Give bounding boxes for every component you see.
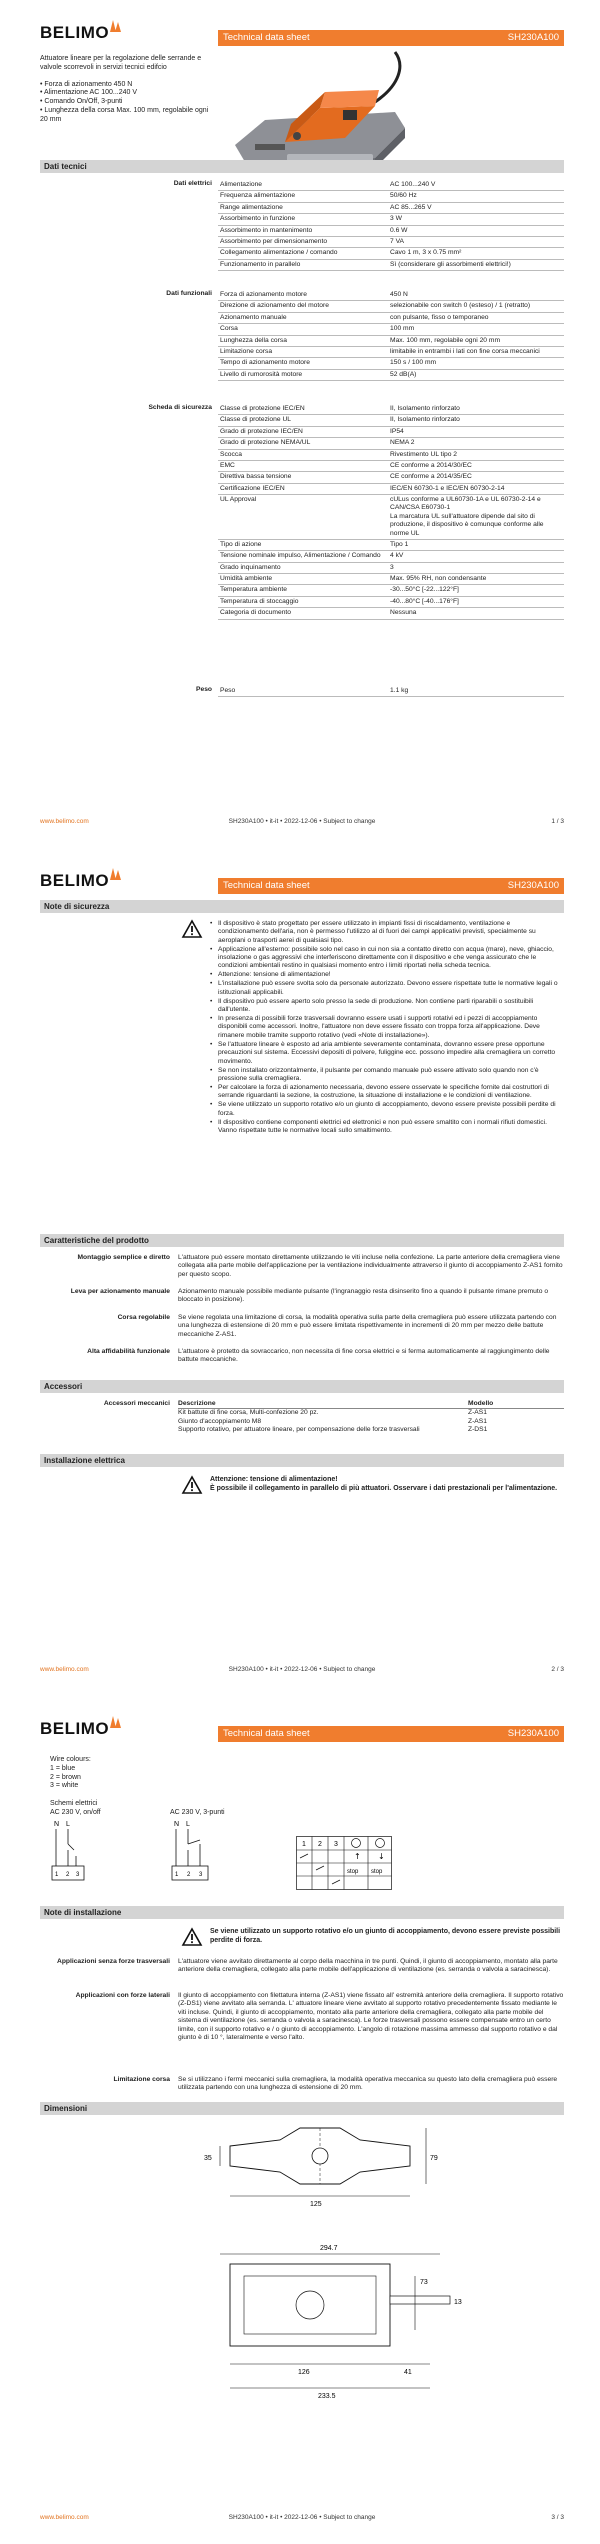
characteristic-label: Corsa regolabile — [117, 1314, 170, 1321]
wire-colours — [50, 1756, 91, 1791]
installation-label: Limitazione corsa — [113, 2076, 170, 2083]
belimo-logo — [40, 22, 124, 43]
product-description: Attuatore lineare per la regolazione delle serrande e valvole scorrevoli in servizi tecnici edifcio — [40, 55, 202, 71]
spec-value: CE conforme a 2014/30/EC — [388, 461, 564, 472]
dim-label: 41 — [404, 2369, 412, 2376]
installation-text: Il giunto di accoppiamento con filettatura interna (Z-AS1) viene fissato all' estremità anteriore della cremagliera. Il supporto rotativo (Z-DS1) viene avvitato alla serranda. L' attuatore lineare viene avvitato al supporto rotativo precedentemente fissato mediante le viti incluse. Quindi, il giunto di accoppiamento, montato alla parte anteriore della cremagliera, collegato alla parte mobile del sistema di ventilazione (es. serranda o valvola a saracinesca). Le forze trasversali possono essere compensate entro un certo limite, con il supporto rotativo e / o giunto di accoppiamento. L'angolo di rotazione massima ammesso dal supporto rotativo e dal giunto è di 10 °, lateralmente e verso l'alto. — [178, 1992, 564, 2041]
spec-label: Peso — [218, 686, 388, 697]
spec-label: Assorbimento per dimensionamento — [218, 237, 388, 248]
spec-value: 7 VA — [388, 237, 564, 248]
safety-bullet: • In presenza di possibili forze trasversali dovranno essere usati i supporti rotativi ed i pezzi di accoppiamento disponibili come accessori. Inoltre, l'attuatore non deve essere fissato con troppa forza all'applicazione. Deve rimanere mobile tramite supporto rotativo (vedi «Note di installazione»). — [210, 1015, 562, 1040]
footer-info: SH230A100 • it-it • 2022-12-06 • Subject to change — [228, 1666, 376, 1673]
section-bar-electrical: Installazione elettrica — [40, 1454, 564, 1467]
accessory-model: Z-DS1 — [468, 1426, 488, 1434]
spec-label: Grado di protezione NEMA/UL — [218, 438, 388, 449]
model-number: SH230A100 — [507, 1728, 559, 1740]
spec-value: 0.6 W — [388, 226, 564, 237]
spec-value: -30...50°C [-22...122°F] — [388, 585, 564, 596]
spec-group-name: Dati funzionali — [166, 290, 212, 297]
spec-value: 3 — [388, 563, 564, 574]
spec-value: 100 mm — [388, 324, 564, 335]
svg-text:1: 1 — [175, 1872, 179, 1878]
logo-text: BELIMO — [40, 23, 110, 42]
spec-group-safety — [40, 404, 564, 620]
title-bar — [218, 30, 564, 46]
spec-label: Alimentazione — [218, 180, 388, 191]
terminal-n: N — [54, 1821, 60, 1828]
page-1 — [0, 0, 600, 848]
characteristic-row — [40, 1348, 564, 1365]
spec-label: Tempo di azionamento motore — [218, 358, 388, 369]
svg-text:2: 2 — [318, 1841, 322, 1848]
belimo-logo — [40, 1718, 124, 1739]
spec-label: Classe di protezione UL — [218, 415, 388, 426]
terminal-l: L — [66, 1821, 70, 1828]
footer — [40, 2514, 564, 2522]
installation-label: Applicazioni senza forze trasversali — [57, 1958, 170, 1965]
spec-value: II, Isolamento rinforzato — [388, 404, 564, 415]
spec-value: Max. 95% RH, non condensante — [388, 574, 564, 585]
spec-value: NEMA 2 — [388, 438, 564, 449]
spec-label: Range alimentazione — [218, 203, 388, 214]
spec-label: Direzione di azionamento del motore — [218, 301, 388, 312]
spec-label: Tipo di azione — [218, 540, 388, 551]
spec-value: 150 s / 100 mm — [388, 358, 564, 369]
installation-warning — [182, 1928, 562, 1946]
characteristic-row — [40, 1254, 564, 1279]
accessory-model: Z-AS1 — [468, 1417, 487, 1425]
feature-item: • Comando On/Off, 3-punti — [40, 98, 212, 107]
spec-group-weight — [40, 686, 564, 697]
spec-label: Direttiva bassa tensione — [218, 472, 388, 483]
spec-group-name: Peso — [196, 686, 212, 693]
characteristic-text: Se viene regolata una limitazione di corsa, la modalità operativa sulla parte della cremagliera può essere utilizzata partendo con una lunghezza di estensione di 20 mm e può essere limitata rispettivamente in incrementi di 20 mm per mezzo delle battute meccaniche Z-AS1. — [178, 1314, 557, 1338]
electrical-warning-text: È possibile il collegamento in parallelo di più attuatori. Osservare i dati prestazionali per l'alimentazione. — [210, 1484, 558, 1492]
svg-text:L: L — [186, 1821, 190, 1828]
svg-text:1: 1 — [55, 1872, 59, 1878]
dim-label: 126 — [298, 2369, 310, 2376]
spec-label: Collegamento alimentazione / comando — [218, 248, 388, 259]
dim-label: 35 — [204, 2155, 212, 2162]
svg-text:3: 3 — [334, 1841, 338, 1848]
safety-notes — [182, 920, 562, 1136]
dim-label: 13 — [454, 2299, 462, 2306]
intro — [40, 55, 212, 124]
spec-value: Max. 100 mm, regolabile ogni 20 mm — [388, 336, 564, 347]
spec-value: Nessuna — [388, 608, 564, 619]
spec-value: Rivestimento UL tipo 2 — [388, 450, 564, 461]
characteristic-text: L'attuatore può essere montato direttamente utilizzando le viti incluse nella confezione. La parte anteriore della cremagliera viene collegata alla parte mobile dell'applicazione per la ventilazione individualmente attraverso il giunto di accoppiamento Z-AS1 fornito per questo scopo. — [178, 1254, 563, 1278]
accessories-group: Accessori meccanici — [103, 1400, 170, 1407]
safety-bullet: • Se viene utilizzato un supporto rotativo e/o un giunto di accoppiamento, devono essere previste possibili perdite di forza. — [210, 1101, 562, 1118]
spec-value: AC 85...265 V — [388, 203, 564, 214]
logo-text: BELIMO — [40, 871, 110, 890]
doc-type: Technical data sheet — [223, 1728, 310, 1740]
spec-label: Grado inquinamento — [218, 563, 388, 574]
warning-icon — [182, 1928, 202, 1946]
spec-label: Forza di azionamento motore — [218, 290, 388, 301]
svg-text:3: 3 — [76, 1872, 80, 1878]
feature-item: • Lunghezza della corsa Max. 100 mm, regolabile ogni 20 mm — [40, 107, 212, 125]
safety-bullet: • Se l'attuatore lineare è esposto ad aria ambiente severamente contaminata, dovranno essere prese opportune precauzioni sul sistema. Eccessivi depositi di polvere, fuliggine ecc. possono impedire alla cremagliera un corretto movimento. — [210, 1041, 562, 1066]
section-bar-safety: Note di sicurezza — [40, 900, 564, 913]
wiring-diagram-onoff — [50, 1818, 110, 1890]
spec-group-electrical — [40, 180, 564, 271]
switching-table — [296, 1836, 392, 1890]
spec-label: Assorbimento in funzione — [218, 214, 388, 225]
spec-label: Certificazione IEC/EN — [218, 484, 388, 495]
wiring-diagram-3pt — [170, 1818, 240, 1890]
spec-value: 1.1 kg — [388, 686, 564, 697]
logo-mark-icon — [108, 867, 124, 881]
warning-icon — [182, 920, 202, 938]
installation-row — [40, 1992, 564, 2042]
safety-bullet: • L'installazione può essere svolta solo da personale autorizzato. Devono essere rispettate tutte le normative legali o istituzionali applicabili. — [210, 980, 562, 997]
spec-value: AC 100...240 V — [388, 180, 564, 191]
safety-bullet: • Se non installato orizzontalmente, il pulsante per comando manuale può essere attivato solo quando non c'è pressione sulla cremagliera. — [210, 1067, 562, 1084]
stop-label: stop — [371, 1869, 383, 1875]
dimension-drawing — [204, 2126, 470, 2516]
schematic-3pt-label: AC 230 V, 3-punti — [170, 1809, 225, 1816]
footer-url[interactable]: www.belimo.com — [40, 2514, 89, 2521]
characteristic-row — [40, 1314, 564, 1339]
spec-label: Categoria di documento — [218, 608, 388, 619]
section-bar-technical-data: Dati tecnici — [40, 160, 564, 173]
installation-label: Applicazioni con forze laterali — [75, 1992, 170, 1999]
characteristic-text: L'attuatore è protetto da sovraccarico, non necessita di fine corsa elettrici e si ferma automaticamente al raggiungimento delle battute meccaniche. — [178, 1348, 550, 1364]
spec-label: Scocca — [218, 450, 388, 461]
spec-label: Classe di protezione IEC/EN — [218, 404, 388, 415]
spec-value: CE conforme a 2014/35/EC — [388, 472, 564, 483]
wire-colours-title: Wire colours: — [50, 1756, 91, 1763]
page-number: 2 / 3 — [551, 1666, 564, 1673]
svg-text:1: 1 — [302, 1841, 306, 1848]
spec-label: Assorbimento in mantenimento — [218, 226, 388, 237]
section-bar-characteristics: Caratteristiche del prodotto — [40, 1234, 564, 1247]
logo-text: BELIMO — [40, 1719, 110, 1738]
safety-bullet: • Attenzione: tensione di alimentazione! — [210, 971, 562, 979]
stop-label: stop — [347, 1869, 359, 1875]
footer-info: SH230A100 • it-it • 2022-12-06 • Subject to change — [228, 818, 376, 825]
accessory-description: Giunto d'accoppiamento M8 — [178, 1417, 262, 1425]
feature-item: • Forza di azionamento 450 N — [40, 81, 212, 90]
page-3 — [0, 1696, 600, 2544]
spec-label: Tensione nominale impulso, Alimentazione / Comando — [218, 551, 388, 562]
spec-label: EMC — [218, 461, 388, 472]
spec-value: 3 W — [388, 214, 564, 225]
svg-text:3: 3 — [199, 1872, 203, 1878]
accessory-description: Supporto rotativo, per attuatore lineare, per compensazione delle forze trasversali — [178, 1426, 420, 1434]
model-number: SH230A100 — [507, 880, 559, 892]
wire-colour-item: 3 = white — [50, 1782, 79, 1790]
electrical-warning — [182, 1476, 562, 1494]
model-number: SH230A100 — [507, 32, 559, 44]
wire-colour-item: 1 = blue — [50, 1764, 76, 1772]
wire-colour-item: 2 = brown — [50, 1773, 81, 1781]
spec-label: Azionamento manuale — [218, 313, 388, 324]
accessories-table — [40, 1400, 564, 1435]
characteristic-text: Azionamento manuale possibile mediante pulsante (l'ingranaggio resta disinserito fino a quando il pulsante rimane premuto o bloccato in posizione). — [178, 1288, 549, 1304]
spec-label: Temperatura di stoccaggio — [218, 597, 388, 608]
logo-mark-icon — [108, 1715, 124, 1729]
doc-type: Technical data sheet — [223, 880, 310, 892]
spec-value: II, Isolamento rinforzato — [388, 415, 564, 426]
safety-bullet-list — [210, 920, 562, 1136]
doc-type: Technical data sheet — [223, 32, 310, 44]
title-bar — [218, 1726, 564, 1742]
spec-value: -40...80°C [-40...176°F] — [388, 597, 564, 608]
spec-value: Cavo 1 m, 3 x 0.75 mm² — [388, 248, 564, 259]
spec-value: IP54 — [388, 427, 564, 438]
footer-info: SH230A100 • it-it • 2022-12-06 • Subject to change — [228, 2514, 376, 2521]
col-model: Modello — [468, 1400, 564, 1409]
spec-label: Lunghezza della corsa — [218, 336, 388, 347]
spec-value: IEC/EN 60730-1 e IEC/EN 60730-2-14 — [388, 484, 564, 495]
section-bar-dimensions: Dimensioni — [40, 2102, 564, 2115]
dim-label: 79 — [430, 2155, 438, 2162]
characteristic-label: Leva per azionamento manuale — [70, 1288, 170, 1295]
electrical-warning-title: Attenzione: tensione di alimentazione! — [210, 1476, 338, 1483]
spec-group-name: Dati elettrici — [173, 180, 212, 187]
page-number: 3 / 3 — [551, 2514, 564, 2521]
col-description: Descrizione — [178, 1400, 468, 1409]
installation-text: Se si utilizzano i fermi meccanici sulla cremagliera, la modalità operativa meccanica su questo lato della cremagliera può essere utilizzata partendo con una lunghezza di estensione di 20 mm. — [178, 2076, 558, 2092]
spec-label: Umidità ambiente — [218, 574, 388, 585]
spec-value: selezionabile con switch 0 (esteso) / 1 (retratto) — [388, 301, 564, 312]
belimo-logo — [40, 870, 124, 891]
schematic-onoff-label: AC 230 V, on/off — [50, 1809, 101, 1816]
footer — [40, 1666, 564, 1674]
spec-label: Grado di protezione IEC/EN — [218, 427, 388, 438]
footer-url[interactable]: www.belimo.com — [40, 1666, 89, 1673]
spec-value: Tipo 1 — [388, 540, 564, 551]
section-bar-installation: Note di installazione — [40, 1906, 564, 1919]
safety-bullet: • Applicazione all'esterno: possibile solo nel caso in cui non sia a contatto diretto con acqua (mare), neve, ghiaccio, insolazione o gas aggressivi che interferiscono direttamente con il dispositivo e che venga assicurato che le condizioni ambientali restino in qualsiasi momento entro i limiti riportati nella scheda tecnica. — [210, 946, 562, 971]
svg-text:N: N — [174, 1821, 180, 1828]
section-bar-accessories: Accessori — [40, 1380, 564, 1393]
schematics-title: Schemi elettrici — [50, 1800, 98, 1807]
characteristic-label: Montaggio semplice e diretto — [77, 1254, 170, 1261]
spec-label: Funzionamento in parallelo — [218, 260, 388, 271]
title-bar — [218, 878, 564, 894]
product-image — [225, 50, 425, 195]
spec-value: 4 kV — [388, 551, 564, 562]
characteristic-row — [40, 1288, 564, 1305]
characteristic-label: Alta affidabilità funzionale — [87, 1348, 170, 1355]
dim-label: 125 — [310, 2201, 322, 2208]
dim-label: 73 — [420, 2279, 428, 2286]
warning-icon — [182, 1476, 202, 1494]
spec-label: UL Approval — [218, 495, 388, 540]
feature-list — [40, 81, 212, 125]
spec-value: 450 N — [388, 290, 564, 301]
spec-group-name: Scheda di sicurezza — [148, 404, 212, 411]
page-2 — [0, 848, 600, 1696]
spec-value: 50/60 Hz — [388, 191, 564, 202]
spec-label: Livello di rumorosità motore — [218, 370, 388, 381]
safety-bullet: • Per calcolare la forza di azionamento necessaria, devono essere osservate le specifiche fornite dai costruttori di serrande riguardanti la sezione, la costruzione, la situazione di installazione e le condizioni di ventilazione. — [210, 1084, 562, 1101]
installation-text: L'attuatore viene avvitato direttamente al corpo della macchina in tre punti. Quindi, il giunto di accoppiamento, montato alla parte anteriore della cremagliera, collegato alla parte mobile dell'applicazione di ventilazione (es. serranda o valvola a saracinesca). — [178, 1958, 558, 1974]
spec-value: Sì (considerare gli assorbimenti elettrici!) — [388, 260, 564, 271]
safety-bullet: • Il dispositivo contiene componenti elettrici ed elettronici e non può essere smaltito con i normali rifiuti domestici. Vanno rispettate tutte le normative locali sullo smaltimento. — [210, 1119, 562, 1136]
footer — [40, 818, 564, 826]
svg-text:2: 2 — [187, 1872, 191, 1878]
spec-value: 52 dB(A) — [388, 370, 564, 381]
svg-text:2: 2 — [66, 1872, 70, 1878]
installation-row — [40, 1958, 564, 1975]
dim-label: 294.7 — [320, 2245, 338, 2252]
feature-item: • Alimentazione AC 100...240 V — [40, 89, 212, 98]
svg-text:↑: ↑ — [354, 1852, 361, 1861]
accessory-description: Kit battute di fine corsa, Multi-confezione 20 pz. — [178, 1409, 319, 1417]
spec-value: con pulsante, fisso o temporaneo — [388, 313, 564, 324]
spec-label: Limitazione corsa — [218, 347, 388, 358]
spec-value: limitabile in entrambi i lati con fine corsa meccanici — [388, 347, 564, 358]
svg-text:↓: ↓ — [378, 1852, 385, 1861]
safety-bullet: • Il dispositivo può essere aperto solo presso la sede di produzione. Non contiene parti riparabili o sostituibili dall'utente. — [210, 998, 562, 1015]
spec-value: cULus conforme a UL60730-1A e UL 60730-2-14 e CAN/CSA E60730-1 La marcatura UL sull'attuatore dipende dal sito di produzione, il dispositivo è comunque conforme alle norme UL — [388, 495, 564, 540]
installation-row — [40, 2076, 564, 2093]
installation-warning-text: Se viene utilizzato un supporto rotativo e/o un giunto di accoppiamento, devono essere previste possibili perdite di forza. — [210, 1928, 561, 1944]
spec-label: Frequenza alimentazione — [218, 191, 388, 202]
safety-bullet: • Il dispositivo è stato progettato per essere utilizzato in impianti fissi di riscaldamento, ventilazione e condizionamento dell'aria, non è permesso l'utilizzo al di fuori dei campi applicativi previsti, specialmente su aeroplani o trasporti aerei di qualsiasi tipo. — [210, 920, 562, 945]
page-number: 1 / 3 — [551, 818, 564, 825]
spec-label: Corsa — [218, 324, 388, 335]
accessory-model: Z-AS1 — [468, 1409, 487, 1417]
spec-label: Temperatura ambiente — [218, 585, 388, 596]
footer-url[interactable]: www.belimo.com — [40, 818, 89, 825]
logo-mark-icon — [108, 19, 124, 33]
spec-group-functional — [40, 290, 564, 381]
dim-label: 233.5 — [318, 2393, 336, 2400]
